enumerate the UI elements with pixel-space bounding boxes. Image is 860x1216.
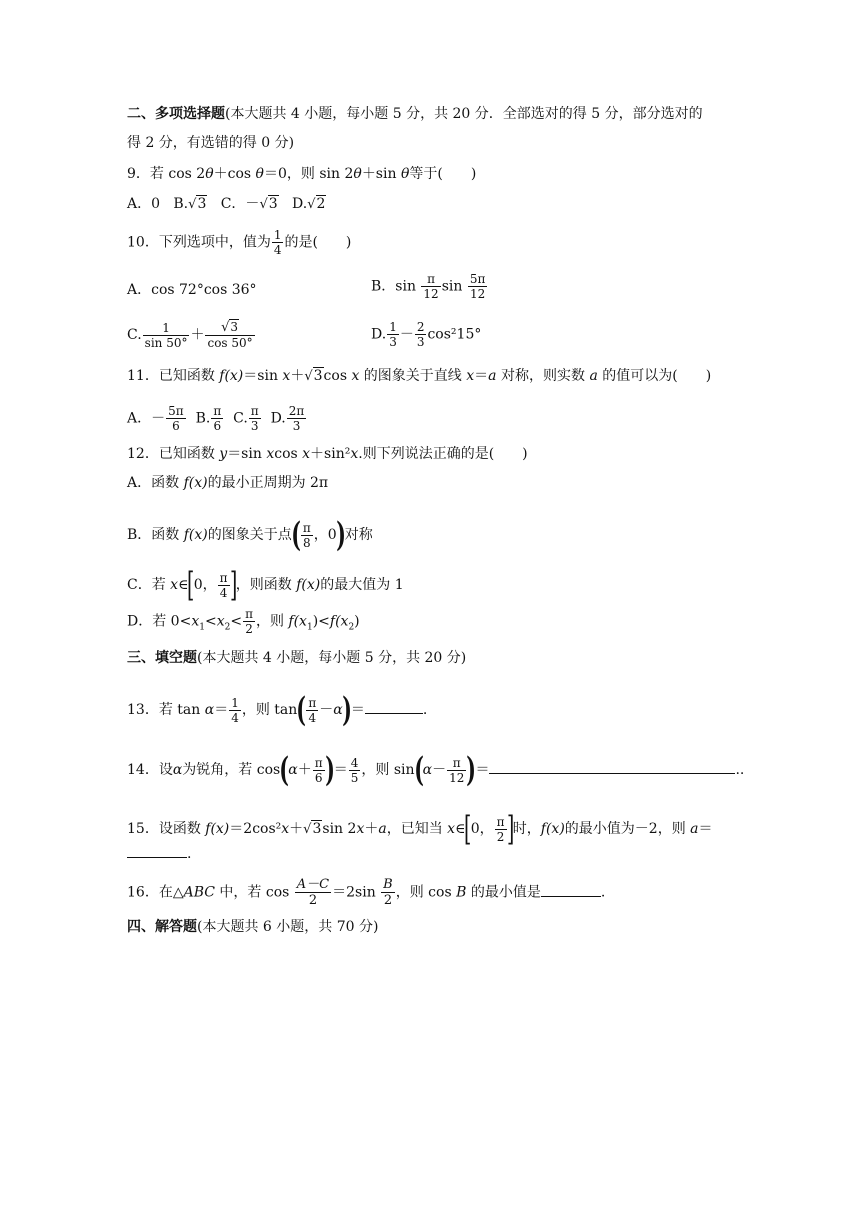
question-12	[127, 444, 739, 464]
text: 对称，则实数	[496, 368, 590, 384]
text: 的图象关于点	[207, 527, 292, 543]
var: (x)	[224, 368, 244, 384]
text: ＝2sin	[332, 884, 381, 901]
denominator: 12	[469, 287, 486, 301]
section-3-heading	[127, 648, 739, 668]
option-d: D．若 0<	[127, 613, 192, 630]
section-title: 三、填空题	[127, 650, 197, 666]
question-12-option-a	[127, 473, 739, 493]
fraction	[468, 272, 488, 301]
sqrt-arg: 3	[197, 196, 207, 212]
var: α	[333, 702, 343, 718]
question-14: 14．设α为锐角，若 cos(α＋ $\frac{\pi}{6}$ )＝ $\frac{4}{5}$ ，则 sin(α－ $\frac{\pi}{12}$ )＝ ..	[127, 750, 745, 790]
option-b: B.	[195, 410, 211, 427]
subscript: 1	[306, 622, 313, 633]
subscript: 2	[348, 622, 355, 633]
numerator: π	[314, 755, 323, 770]
var: (x	[293, 613, 307, 630]
var: f	[329, 613, 336, 630]
var: x	[351, 368, 360, 384]
text: <	[230, 613, 243, 630]
var: θ	[400, 166, 410, 182]
text: ，则 tan	[241, 702, 298, 718]
sqrt: √3	[304, 368, 323, 384]
var: x	[356, 821, 365, 837]
text: ，则	[255, 613, 289, 630]
var: x	[466, 368, 475, 384]
numerator: 5π	[469, 272, 486, 286]
answer-blank[interactable]	[365, 699, 423, 714]
numerator: 1	[231, 695, 239, 710]
text: 的最小正周期为 2π	[207, 475, 329, 491]
option-b: B．函数	[127, 527, 184, 543]
question-16	[127, 877, 739, 908]
text: <	[204, 613, 217, 630]
denominator: 4	[231, 710, 239, 725]
denominator: 6	[172, 419, 180, 433]
subscript: 1	[199, 622, 205, 633]
text: ＝2cos²	[229, 821, 282, 837]
text: 时，	[512, 821, 541, 837]
section-note: 得 2 分，有选错的得 0 分)	[127, 135, 295, 151]
text: ＝	[474, 368, 489, 384]
question-11	[127, 366, 739, 387]
fraction	[306, 696, 318, 725]
denominator: 8	[302, 535, 311, 550]
text: ∈	[455, 821, 466, 837]
text: ，则 sin	[361, 762, 415, 778]
var: ABC	[183, 884, 215, 901]
section-title: 四、解答题	[127, 919, 197, 935]
text: ＝sin	[243, 368, 283, 384]
denominator: 12	[449, 770, 465, 785]
fraction	[295, 877, 331, 908]
text: ，则 cos	[395, 884, 457, 901]
var: x	[350, 446, 359, 462]
question-15-line2	[127, 843, 739, 864]
denominator: 6	[314, 770, 323, 785]
var: a	[488, 368, 497, 384]
fraction	[249, 404, 261, 433]
var: θ	[255, 166, 264, 182]
var: α	[422, 762, 433, 778]
option-c: C．若	[127, 577, 171, 593]
text: ＋sin	[361, 166, 401, 182]
option-a: A．cos 72°cos 36°	[127, 282, 257, 298]
section-note: (本大题共 4 小题，每小题 5 分，共 20 分．全部选对的得 5 分，部分选对的	[225, 106, 703, 122]
fraction	[229, 696, 241, 725]
text: ＋	[290, 368, 305, 384]
answer-blank[interactable]	[127, 843, 187, 858]
option-a: A．－	[127, 410, 166, 427]
fraction	[421, 272, 440, 301]
var: α	[288, 762, 298, 778]
text: 13．若 tan	[127, 702, 205, 718]
text: 的值可以为( )	[597, 368, 712, 384]
var: x	[266, 446, 275, 462]
var: f(x)	[205, 821, 230, 837]
option-c: C．－	[220, 196, 260, 212]
text: ＋	[364, 821, 379, 837]
text: 的是( )	[284, 234, 352, 251]
var: x	[191, 613, 200, 630]
denominator: 2	[245, 622, 253, 636]
question-10-option-d	[371, 320, 481, 349]
numerator: 2π	[288, 404, 305, 418]
text: 中，若 cos	[214, 884, 294, 901]
fraction	[447, 756, 466, 785]
text: ＝	[475, 762, 490, 778]
numerator: 1	[389, 320, 397, 334]
fraction	[218, 571, 230, 600]
denominator: 12	[423, 287, 439, 301]
denominator: 4	[308, 710, 317, 725]
numerator: π	[213, 404, 222, 418]
numerator: 1	[273, 228, 282, 242]
var: (x	[335, 613, 349, 630]
answer-blank[interactable]	[489, 759, 735, 774]
var: α	[172, 762, 183, 778]
text: 10．下列选项中，值为	[127, 234, 271, 251]
var: f(x)	[540, 821, 565, 837]
option-d: D.	[292, 196, 308, 212]
numerator: 1	[143, 321, 190, 336]
text: sin 2	[322, 821, 357, 837]
var: a	[690, 821, 699, 837]
text: ＝0，则 sin 2	[263, 166, 354, 182]
fraction	[287, 404, 307, 433]
sqrt-arg: 3	[313, 368, 323, 384]
numerator: π	[421, 272, 440, 287]
text: ＝	[333, 762, 348, 778]
sqrt: √2	[307, 196, 326, 212]
section-4-heading	[127, 917, 739, 937]
question-13: 13．若 tan α＝ $\frac{1}{4}$ ，则 tan( $\frac{\pi}{4}$ －α)＝ .	[127, 690, 428, 730]
fraction	[381, 877, 395, 908]
var: x	[447, 821, 456, 837]
denominator: 6	[213, 419, 222, 433]
var: x	[302, 446, 311, 462]
question-12-option-b: B．函数 f(x)的图象关于点( $\frac{\pi}{8}$ ，0)对称	[127, 515, 373, 555]
sqrt-arg: 2	[316, 196, 326, 212]
text: ＋	[190, 327, 205, 343]
text: 的最小值为－2，则	[564, 821, 691, 837]
denominator: cos 50°	[207, 336, 253, 350]
option-b: B．sin	[371, 278, 416, 295]
numerator: π	[250, 404, 259, 418]
var: a	[378, 821, 387, 837]
var: y	[219, 446, 228, 462]
section-note: (本大题共 4 小题，每小题 5 分，共 20 分)	[197, 650, 467, 666]
fraction: $\frac{√3}{\cos 50^\circ}$	[207, 320, 253, 350]
text: 0，	[193, 577, 217, 593]
text: ＋	[297, 762, 312, 778]
text: .	[187, 846, 192, 862]
denominator: 4	[273, 243, 282, 257]
subscript: 2	[224, 622, 231, 633]
var: α	[204, 702, 215, 718]
text: ＋	[289, 821, 304, 837]
text: 的最大值为 1	[320, 577, 404, 593]
text: 的图象关于直线	[359, 368, 467, 384]
section-title: 二、多项选择题	[127, 106, 225, 122]
answer-blank[interactable]	[541, 882, 601, 897]
text: sin	[441, 278, 463, 295]
question-9	[127, 164, 739, 184]
var: x	[281, 821, 290, 837]
text: ＝sin	[227, 446, 267, 462]
var: x	[282, 368, 291, 384]
option-c: C.	[127, 327, 142, 343]
sqrt: √3	[188, 196, 207, 212]
denominator: sin 50°	[144, 335, 188, 350]
question-12-option-d	[127, 607, 739, 636]
option-a: A．0	[127, 196, 161, 212]
text: 若 cos 2	[149, 166, 206, 182]
var: θ	[205, 166, 214, 182]
fraction	[272, 228, 284, 257]
text: ，0	[313, 527, 337, 543]
section-2-heading	[127, 104, 739, 124]
option-d: D.	[270, 410, 286, 427]
numerator: π	[219, 570, 228, 585]
denominator: 3	[292, 419, 301, 433]
numerator: π	[496, 814, 505, 829]
var: x	[216, 613, 225, 630]
question-11-options	[127, 404, 739, 433]
text: －	[319, 702, 334, 718]
fraction	[387, 320, 399, 349]
question-15: 15．设函数 f(x)＝2cos²x＋√3sin 2x＋a，已知当 x∈[0， $\frac{\pi}{2}$ ]时，f(x)的最小值为－2，则 a＝	[127, 809, 713, 849]
fraction	[313, 756, 325, 785]
text: 等于( )	[409, 166, 477, 182]
text: 对称	[344, 527, 373, 543]
text: ＋sin²	[310, 446, 351, 462]
sqrt-arg: 3	[312, 821, 322, 837]
sqrt-arg: 3	[230, 320, 239, 334]
fraction	[243, 607, 255, 636]
var: f	[219, 368, 225, 384]
denominator: 4	[219, 585, 228, 600]
text: 的最小值是	[466, 884, 541, 901]
text: 16．在△	[127, 884, 184, 901]
denominator: 2	[383, 893, 393, 908]
section-2-note-line2	[127, 133, 739, 153]
var: f(x)	[183, 475, 208, 491]
fraction	[301, 521, 313, 550]
question-10-option-c	[127, 320, 256, 350]
option-a: A．函数	[127, 475, 184, 491]
text: )<	[312, 613, 330, 630]
numerator: π	[308, 695, 317, 710]
numerator: 2	[416, 320, 425, 334]
denominator: 5	[350, 770, 359, 785]
question-10-option-a	[127, 280, 257, 300]
question-9-options	[127, 194, 739, 215]
option-d: D.	[371, 326, 387, 343]
text: ，已知当	[386, 821, 448, 837]
text: 15．设函数	[127, 821, 206, 837]
option-c: C.	[233, 410, 248, 427]
text: cos	[323, 368, 352, 384]
section-note: (本大题共 6 小题，共 70 分)	[197, 919, 379, 935]
text: 12．已知函数	[127, 446, 220, 462]
text: .	[422, 702, 428, 718]
fraction	[415, 320, 427, 349]
text: ，则函数	[235, 577, 297, 593]
question-10	[127, 228, 739, 257]
denominator: 3	[389, 335, 397, 349]
var: θ	[353, 166, 362, 182]
numerator: π	[302, 520, 311, 535]
text: 14．设	[127, 762, 173, 778]
numerator: π	[245, 607, 253, 621]
text: ＝	[214, 702, 229, 718]
var: f(x)	[296, 577, 321, 593]
question-12-option-c: C．若 x∈[0， $\frac{\pi}{4}$ ]，则函数 f(x)的最大值为 1	[127, 565, 404, 605]
text: cos²15°	[427, 326, 482, 343]
denominator: 3	[250, 419, 259, 433]
var: f	[288, 613, 294, 630]
numerator: B	[383, 877, 393, 892]
numerator: A－C	[296, 877, 330, 892]
text: 为锐角，若 cos	[182, 762, 281, 778]
var: f(x)	[183, 527, 208, 543]
text: ∈	[178, 577, 189, 593]
var: a	[589, 368, 598, 384]
text: ＝	[698, 821, 713, 837]
var: x	[170, 577, 179, 593]
fraction	[211, 404, 223, 433]
sqrt-arg: 3	[268, 196, 278, 212]
fraction	[349, 756, 361, 785]
var: B	[456, 884, 467, 901]
text: .	[600, 884, 606, 901]
question-number: 9．	[127, 166, 150, 182]
numerator: 4	[350, 755, 359, 770]
text: ..	[735, 762, 745, 778]
denominator: 3	[416, 335, 425, 349]
sqrt: √3	[259, 196, 278, 212]
text: ＝	[350, 702, 365, 718]
option-b: B.	[173, 196, 189, 212]
sqrt: √3	[303, 821, 322, 837]
text: 0，	[470, 821, 494, 837]
denominator: 2	[308, 893, 318, 908]
fraction	[495, 815, 507, 844]
text: .则下列说法正确的是( )	[358, 446, 528, 462]
text: cos	[274, 446, 303, 462]
text: －	[432, 762, 447, 778]
text: 11．已知函数	[127, 368, 220, 384]
text: －	[399, 326, 414, 343]
fraction	[143, 321, 190, 350]
question-10-option-b	[371, 272, 488, 301]
numerator: 5π	[168, 404, 184, 418]
fraction	[166, 404, 186, 433]
text: ＋cos	[213, 166, 256, 182]
denominator: 2	[496, 829, 505, 844]
text: )	[354, 613, 360, 630]
numerator: π	[447, 756, 466, 771]
